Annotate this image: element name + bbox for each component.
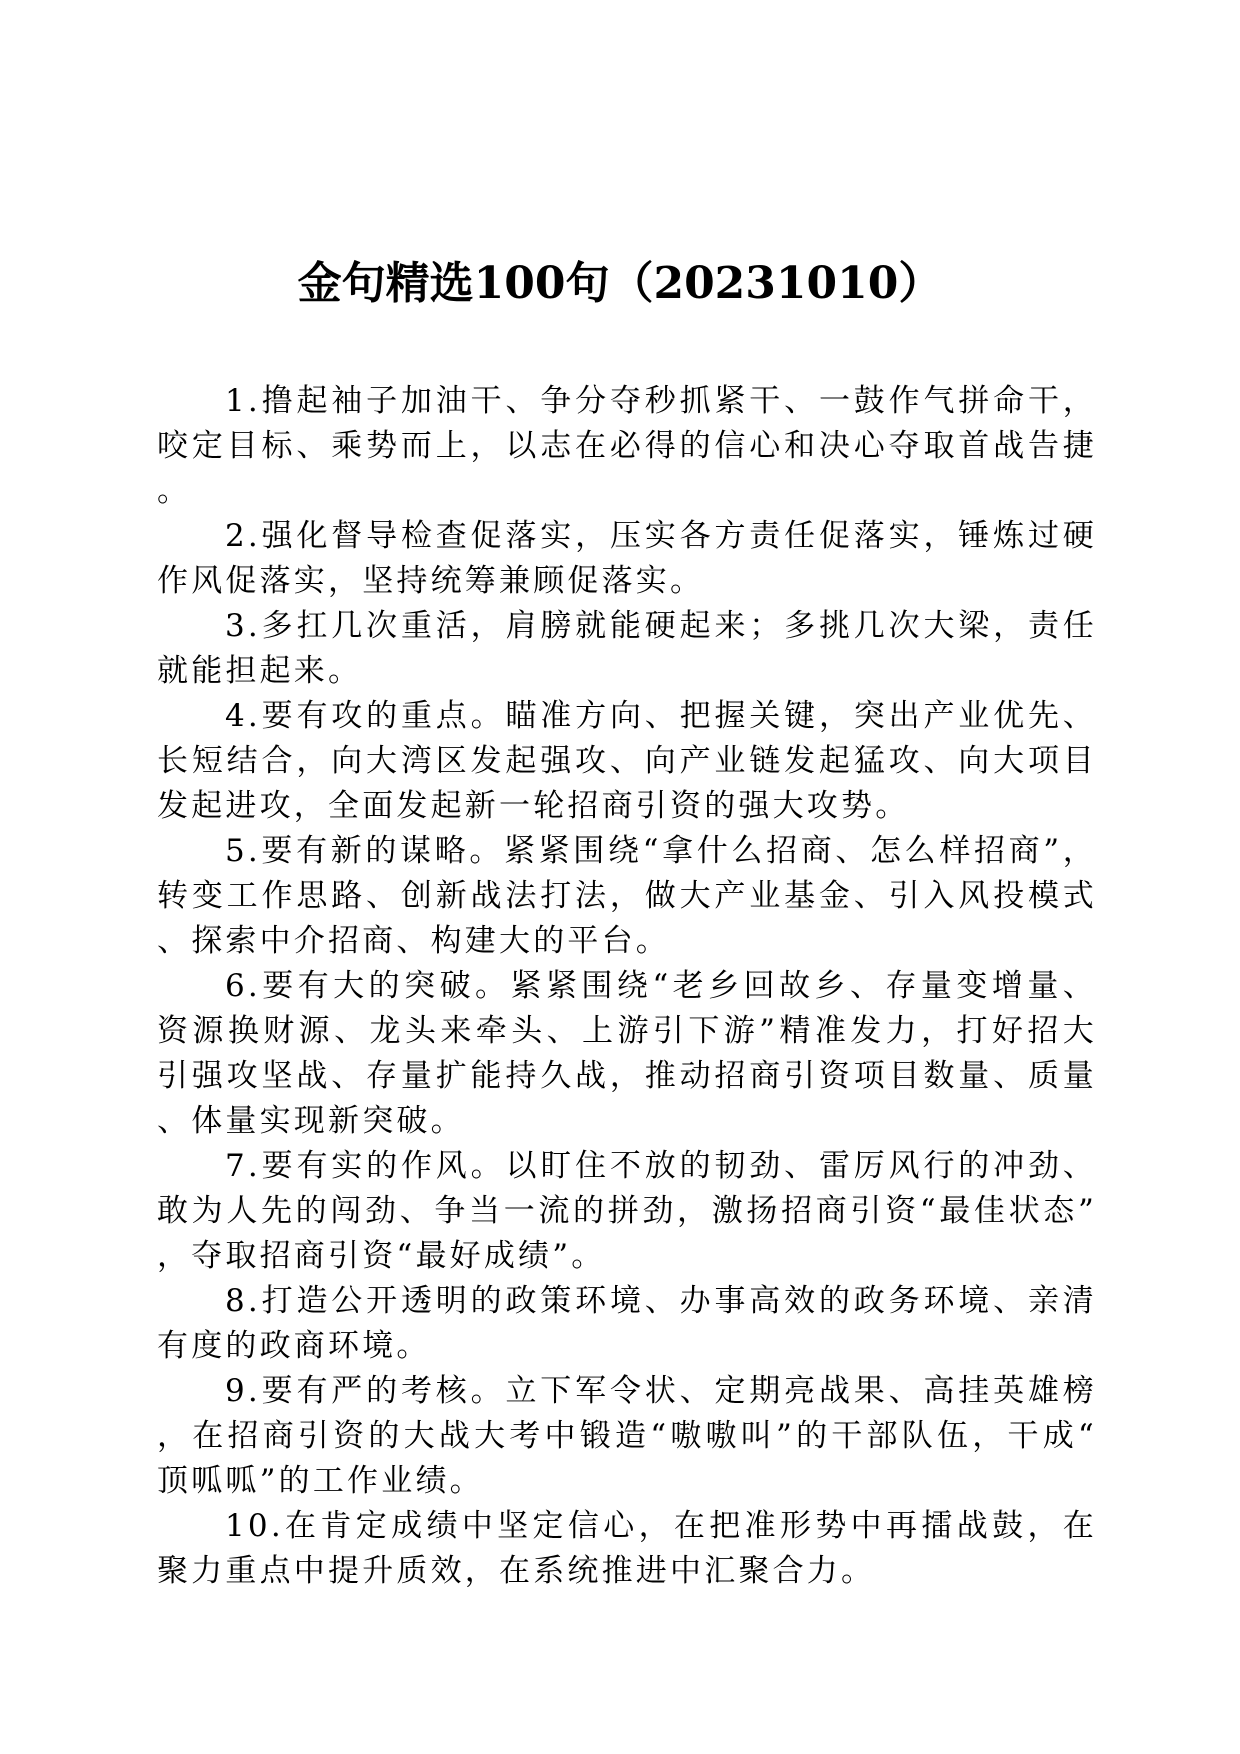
paragraph-5: 5.要有新的谋略。紧紧围绕“拿什么招商、怎么样招商”，转变工作思路、创新战法打法，做大产业基金、引入风投模式、探索中介招商、构建大的平台。 — [157, 833, 1097, 959]
paragraph-9: 9.要有严的考核。立下军令状、定期亮战果、高挂英雄榜，在招商引资的大战大考中锻造“嗷嗷叫”的干部队伍，干成“顶呱呱”的工作业绩。 — [157, 1373, 1097, 1499]
paragraph-2: 2.强化督导检查促落实，压实各方责任促落实，锤炼过硬作风促落实，坚持统筹兼顾促落实。 — [157, 518, 1097, 599]
paragraph-7: 7.要有实的作风。以盯住不放的韧劲、雷厉风行的冲劲、敢为人先的闯劲、争当一流的拼劲，激扬招商引资“最佳状态”，夺取招商引资“最好成绩”。 — [157, 1148, 1097, 1274]
paragraph-6: 6.要有大的突破。紧紧围绕“老乡回故乡、存量变增量、资源换财源、龙头来牵头、上游引下游”精准发力，打好招大引强攻坚战、存量扩能持久战，推动招商引资项目数量、质量、体量实现新突破。 — [157, 968, 1097, 1139]
paragraph-3: 3.多扛几次重活，肩膀就能硬起来；多挑几次大梁，责任就能担起来。 — [157, 608, 1097, 689]
paragraph-10: 10.在肯定成绩中坚定信心，在把准形势中再擂战鼓，在聚力重点中提升质效，在系统推进中汇聚合力。 — [157, 1508, 1097, 1589]
paragraph-8: 8.打造公开透明的政策环境、办事高效的政务环境、亲清有度的政商环境。 — [157, 1283, 1097, 1364]
paragraph-1: 1.撸起袖子加油干、争分夺秒抓紧干、一鼓作气拼命干，咬定目标、乘势而上，以志在必得的信心和决心夺取首战告捷。 — [157, 383, 1097, 509]
document-body — [157, 379, 1097, 1594]
document-title: 金句精选100句（20231010） — [297, 258, 943, 309]
paragraph-4: 4.要有攻的重点。瞄准方向、把握关键，突出产业优先、长短结合，向大湾区发起强攻、向产业链发起猛攻、向大项目发起进攻，全面发起新一轮招商引资的强大攻势。 — [157, 698, 1097, 824]
